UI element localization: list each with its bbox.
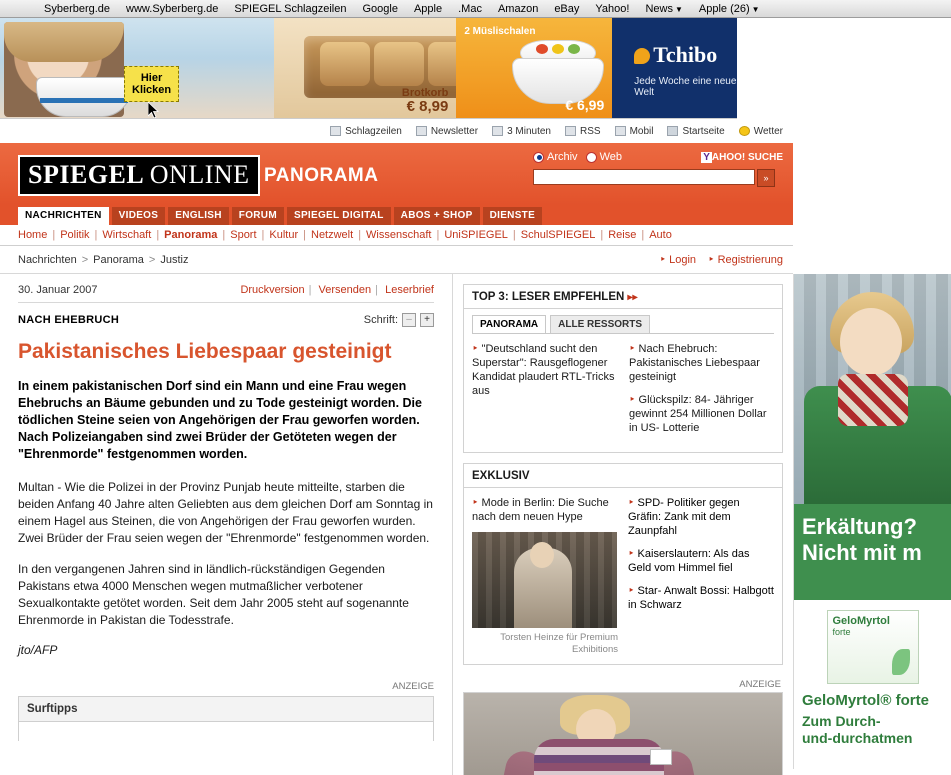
mail-icon bbox=[416, 126, 427, 136]
content-area bbox=[0, 274, 951, 775]
sun-icon bbox=[739, 126, 750, 136]
search-input[interactable] bbox=[533, 169, 755, 185]
surftipps-box bbox=[18, 696, 434, 741]
nav-separator: | bbox=[436, 229, 440, 241]
ad-panel-bowls[interactable] bbox=[456, 18, 612, 119]
service-link-newsletter[interactable] bbox=[416, 126, 478, 137]
yahoo-text: AHOO! SUCHE bbox=[711, 151, 783, 163]
list-item[interactable]: ‣ Star- Anwalt Bossi: Halbgott in Schwarz bbox=[628, 584, 774, 612]
exklusiv-body bbox=[464, 488, 782, 664]
bookmark-item[interactable] bbox=[44, 3, 110, 15]
tool-separator: | bbox=[375, 284, 379, 296]
article-headline: Pakistanisches Liebespaar gesteinigt bbox=[18, 340, 392, 363]
bookmark-label: News bbox=[645, 2, 673, 15]
breadcrumb-item-panorama[interactable]: Panorama bbox=[93, 253, 144, 266]
article-tools bbox=[240, 284, 434, 296]
ad-bowls-price: € 6,99 bbox=[565, 97, 605, 113]
service-link-mobil[interactable] bbox=[615, 126, 654, 137]
font-increase-button[interactable]: + bbox=[420, 313, 434, 327]
search-scope-row bbox=[533, 151, 783, 163]
mouse-cursor-icon bbox=[148, 102, 160, 119]
sidebar-anzeige-label: ANZEIGE bbox=[739, 679, 781, 690]
font-size-label: Schrift: bbox=[363, 314, 398, 326]
bookmark-label: www.Syberberg.de bbox=[126, 2, 219, 15]
top3-title-row bbox=[464, 285, 782, 309]
breadcrumb-item-justiz[interactable]: Justiz bbox=[160, 253, 189, 266]
coffee-bean-icon bbox=[634, 48, 650, 64]
tab-panorama[interactable]: PANORAMA bbox=[472, 315, 546, 333]
ad-cups-image bbox=[36, 77, 132, 117]
article-column bbox=[0, 274, 452, 775]
page-title: PANORAMA bbox=[264, 165, 379, 186]
service-link-schlagzeilen[interactable] bbox=[330, 126, 402, 137]
nav-separator: | bbox=[303, 229, 306, 241]
font-size-control bbox=[364, 313, 434, 327]
nav-separator: | bbox=[222, 229, 226, 241]
breadcrumb-separator: > bbox=[81, 253, 89, 266]
product-package-sub: forte bbox=[832, 627, 851, 637]
search-row bbox=[533, 169, 783, 187]
sky-headline-1: Erkältung? bbox=[802, 514, 917, 539]
chevron-down-icon: ▼ bbox=[674, 4, 683, 14]
sky-photo bbox=[794, 274, 951, 504]
surftipps-title: Surftipps bbox=[27, 703, 78, 715]
service-label: Startseite bbox=[682, 125, 725, 137]
nav-separator: | bbox=[52, 229, 56, 241]
ad-white-tag bbox=[650, 749, 672, 765]
top3-lists bbox=[464, 334, 782, 452]
ad-bread-loaf bbox=[374, 42, 424, 86]
article-intro: In einem pakistanischen Dorf sind ein Mann und eine Frau wegen Ehebruchs an Bäume gebunden und zu Tode gesteinigt worden. Die tödlichen Steine seien von Angehörigen der Frau geworfen worden. Nach Polizeiangaben sind zwei Brüder der Getöteten wegen der "Ehrenmorde" festgenommen worden. bbox=[18, 379, 422, 461]
font-decrease-button[interactable]: – bbox=[402, 313, 416, 327]
ad-panel-coffee[interactable] bbox=[0, 18, 274, 119]
tab-abos-shop[interactable]: ABOS + SHOP bbox=[394, 207, 480, 225]
rss-icon bbox=[565, 126, 576, 136]
tab-dienste[interactable]: DIENSTE bbox=[483, 207, 542, 225]
nav-separator: | bbox=[94, 229, 98, 241]
bookmark-item[interactable] bbox=[362, 3, 397, 15]
article-kicker: NACH EHEBRUCH bbox=[18, 314, 120, 326]
yahoo-y: Y bbox=[703, 151, 710, 163]
skyscraper-ad[interactable] bbox=[793, 274, 951, 769]
tchibo-name: Tchibo bbox=[653, 42, 718, 67]
service-label: 3 Minuten bbox=[507, 125, 551, 137]
top3-right-list bbox=[629, 342, 774, 444]
exklusiv-title: EXKLUSIV bbox=[464, 464, 782, 488]
sky-headline-panel bbox=[794, 504, 951, 600]
exklusiv-box bbox=[463, 463, 783, 665]
exklusiv-list bbox=[628, 496, 774, 612]
bookmark-item[interactable] bbox=[234, 3, 346, 15]
tab-videos[interactable]: VIDEOS bbox=[112, 207, 166, 225]
top3-tabs bbox=[464, 309, 782, 333]
ressort-netzwelt[interactable]: Netzwelt bbox=[311, 229, 354, 241]
ad-bread-loaf bbox=[428, 42, 457, 86]
sky-face bbox=[840, 308, 902, 376]
bookmark-item-apple[interactable] bbox=[699, 3, 760, 15]
bookmark-label: .Mac bbox=[458, 2, 482, 15]
sky-product-panel bbox=[794, 600, 951, 769]
ad-panel-tchibo[interactable] bbox=[612, 18, 737, 119]
ressort-nav bbox=[0, 225, 793, 246]
login-link[interactable]: ‣ Login bbox=[660, 253, 696, 266]
product-claim bbox=[802, 713, 943, 747]
ressort-unispiegel[interactable]: UniSPIEGEL bbox=[444, 229, 508, 241]
ressort-kultur[interactable]: Kultur bbox=[269, 229, 299, 241]
top3-title: TOP 3: LESER EMPFEHLEN bbox=[472, 291, 625, 303]
radio-label: Archiv bbox=[547, 151, 578, 163]
register-link[interactable]: ‣ Registrierung bbox=[708, 253, 783, 266]
search-area bbox=[533, 151, 783, 187]
bookmark-label: Apple bbox=[413, 2, 443, 15]
tchibo-logo bbox=[634, 42, 717, 68]
product-claim-line1: Zum Durch- bbox=[802, 713, 881, 729]
sky-headline-2: Nicht mit m bbox=[802, 540, 922, 565]
breadcrumb bbox=[0, 246, 793, 274]
print-link[interactable]: Druckversion bbox=[240, 284, 305, 296]
page-icon bbox=[330, 126, 341, 136]
product-claim-line2: und-durchatmen bbox=[802, 730, 913, 746]
product-package bbox=[827, 610, 919, 684]
kicker-row bbox=[18, 313, 434, 327]
spiegel-online-logo[interactable] bbox=[18, 155, 260, 196]
tool-separator: | bbox=[308, 284, 312, 296]
ressort-sport[interactable]: Sport bbox=[230, 229, 257, 241]
radio-label: Web bbox=[599, 151, 622, 163]
nav-separator: | bbox=[358, 229, 362, 241]
list-item[interactable]: ‣ SPD- Politiker gegen Gräfin: Zank mit dem Zaunpfahl bbox=[628, 496, 774, 538]
service-link-3minuten[interactable] bbox=[492, 126, 551, 137]
exklusiv-lead-link[interactable]: ‣ Mode in Berlin: Die Suche nach dem neuen Hype bbox=[472, 496, 618, 524]
bookmark-label: Google bbox=[362, 2, 398, 15]
nav-separator: | bbox=[512, 229, 516, 241]
ressort-panorama[interactable]: Panorama bbox=[164, 229, 218, 241]
exklusiv-left bbox=[472, 496, 618, 656]
bookmark-label: Yahoo! bbox=[595, 2, 630, 15]
article-paragraph: In den vergangenen Jahren sind in ländlich-rückständigen Gegenden Pakistans etwa 4000 Menschen wegen mutmaßlicher verbotener Sexualkontakte getötet worden. Seit dem Jahr 2005 steht auf sogenannte Ehrenmorde in Pakistan die Todesstrafe. bbox=[18, 562, 409, 627]
letter-link[interactable]: Leserbrief bbox=[385, 284, 434, 296]
site-header bbox=[0, 143, 793, 205]
service-link-rss[interactable] bbox=[565, 126, 601, 137]
top-banner-ad[interactable] bbox=[0, 18, 737, 119]
brand-text: GeloMyrtol bbox=[802, 692, 881, 709]
ressort-politik[interactable]: Politik bbox=[60, 229, 90, 241]
service-label: Mobil bbox=[629, 125, 654, 137]
ad-striped-shirt bbox=[534, 739, 664, 775]
logo-online-text: ONLINE bbox=[149, 160, 250, 189]
ad-bowls-label: 2 Müslischalen bbox=[464, 26, 536, 37]
surftipps-body bbox=[19, 721, 433, 741]
service-bar bbox=[0, 119, 793, 143]
exklusiv-right bbox=[628, 496, 774, 656]
photo-head bbox=[530, 542, 554, 568]
sky-scarf bbox=[838, 374, 908, 426]
breadcrumb-separator: > bbox=[148, 253, 156, 266]
product-brand bbox=[802, 692, 943, 709]
bookmark-label: Apple (26) bbox=[698, 2, 750, 15]
ad-cup-stripe bbox=[40, 98, 128, 103]
nav-separator: | bbox=[261, 229, 265, 241]
radio-icon bbox=[586, 152, 597, 163]
radio-archiv[interactable] bbox=[533, 151, 578, 163]
radio-icon bbox=[533, 152, 544, 163]
bookmarks-bar bbox=[0, 0, 951, 18]
clock-icon bbox=[492, 126, 503, 136]
ressort-schulspiegel[interactable]: SchulSPIEGEL bbox=[520, 229, 596, 241]
tab-alle-ressorts[interactable]: ALLE RESSORTS bbox=[550, 315, 650, 333]
account-links bbox=[660, 253, 783, 266]
top3-left-list bbox=[472, 342, 617, 444]
top3-box bbox=[463, 284, 783, 453]
exklusiv-photo[interactable] bbox=[472, 532, 617, 628]
bookmark-item[interactable] bbox=[126, 3, 218, 15]
ressort-reise[interactable]: Reise bbox=[608, 229, 637, 241]
ressort-wirtschaft[interactable]: Wirtschaft bbox=[102, 229, 152, 241]
service-label: Newsletter bbox=[430, 125, 479, 137]
article-paragraph: Multan - Wie die Polizei in der Provinz Punjab heute mitteilte, starben die beiden Anfang 40 Jahre alten Geliebten aus dem gleichen Dorf am Sonntag in einem Hagel aus Steinen, die von Angehörigen der Frau geworfen wurden. Zwei Brüder der Frau seien wegen der "Ehrenmorde" festgenommen worden. bbox=[18, 480, 433, 545]
article-anzeige-label: ANZEIGE bbox=[392, 681, 434, 692]
ad-panel-bread[interactable] bbox=[274, 18, 457, 119]
ressort-auto[interactable]: Auto bbox=[649, 229, 672, 241]
article-signature: jto/AFP bbox=[18, 643, 58, 657]
ressort-wissenschaft[interactable]: Wissenschaft bbox=[366, 229, 432, 241]
photo-caption: Torsten Heinze für Premium Exhibitions bbox=[500, 632, 618, 655]
chevron-down-icon: ▼ bbox=[751, 4, 760, 14]
radio-web[interactable] bbox=[586, 151, 622, 163]
bookmark-item[interactable] bbox=[595, 3, 629, 15]
article-dateline bbox=[18, 284, 434, 303]
list-item[interactable]: ‣ Glückspilz: 84- Jähriger gewinnt 254 Millionen Dollar in US- Lotterie bbox=[629, 393, 774, 435]
send-link[interactable]: Versenden bbox=[318, 284, 372, 296]
bookmark-item-news[interactable] bbox=[645, 3, 682, 15]
hier-klicken-button[interactable]: Hier Klicken bbox=[124, 66, 179, 102]
bookmark-item[interactable] bbox=[554, 3, 579, 15]
tab-english[interactable]: ENGLISH bbox=[168, 207, 229, 225]
main-nav bbox=[0, 205, 793, 225]
ressort-home[interactable]: Home bbox=[18, 229, 48, 241]
service-link-wetter[interactable] bbox=[739, 126, 783, 137]
logo-spiegel-text: SPIEGEL bbox=[28, 160, 143, 189]
article-date: 30. Januar 2007 bbox=[18, 284, 98, 296]
tchibo-claim: Jede Woche eine neue Welt bbox=[634, 76, 737, 98]
brand-registered-mark: ® bbox=[880, 692, 892, 709]
bookmark-label: SPIEGEL Schlagzeilen bbox=[234, 2, 347, 15]
more-arrows-icon[interactable]: ▸▸ bbox=[627, 292, 638, 303]
bookmark-label: eBay bbox=[554, 2, 580, 15]
nav-separator: | bbox=[156, 229, 160, 241]
home-icon bbox=[667, 126, 678, 136]
list-item[interactable]: ‣ "Deutschland sucht den Superstar": Rausgeflogener Kandidat plaudert RTL-Tricks aus bbox=[472, 342, 617, 398]
service-label: Wetter bbox=[753, 125, 783, 137]
list-item[interactable]: ‣ Nach Ehebruch: Pakistanisches Liebespaar gesteinigt bbox=[629, 342, 774, 384]
tab-forum[interactable]: FORUM bbox=[232, 207, 284, 225]
search-submit-button[interactable]: » bbox=[757, 169, 775, 187]
breadcrumb-item-nachrichten[interactable]: Nachrichten bbox=[18, 253, 77, 266]
bookmark-label: Syberberg.de bbox=[44, 2, 111, 15]
bookmark-label: Amazon bbox=[497, 2, 539, 15]
sidebar-column bbox=[452, 274, 793, 775]
ad-brotkorb-price: € 8,99 bbox=[406, 98, 449, 115]
nav-separator: | bbox=[641, 229, 645, 241]
bookmark-item[interactable] bbox=[498, 3, 538, 15]
ad-brotkorb-label: Brotkorb bbox=[401, 87, 449, 99]
ad-bread-loaf bbox=[320, 42, 370, 86]
service-label: RSS bbox=[580, 125, 601, 137]
leaf-icon bbox=[892, 649, 910, 675]
tab-spiegel-digital[interactable]: SPIEGEL DIGITAL bbox=[287, 207, 391, 225]
search-provider-label bbox=[701, 152, 783, 163]
ad-hair-shape bbox=[4, 22, 124, 62]
nav-separator: | bbox=[600, 229, 604, 241]
product-package-name: GeloMyrtol bbox=[832, 615, 890, 627]
service-link-startseite[interactable] bbox=[667, 126, 724, 137]
bookmark-item[interactable] bbox=[414, 3, 442, 15]
bookmark-item[interactable] bbox=[458, 3, 482, 15]
service-label: Schlagzeilen bbox=[345, 125, 402, 137]
list-item[interactable]: ‣ Kaiserslautern: Als das Geld vom Himmel fiel bbox=[628, 547, 774, 575]
tab-nachrichten[interactable]: NACHRICHTEN bbox=[18, 207, 109, 225]
sidebar-ad[interactable] bbox=[463, 692, 783, 775]
phone-icon bbox=[615, 126, 626, 136]
brand-suffix: forte bbox=[891, 692, 929, 709]
